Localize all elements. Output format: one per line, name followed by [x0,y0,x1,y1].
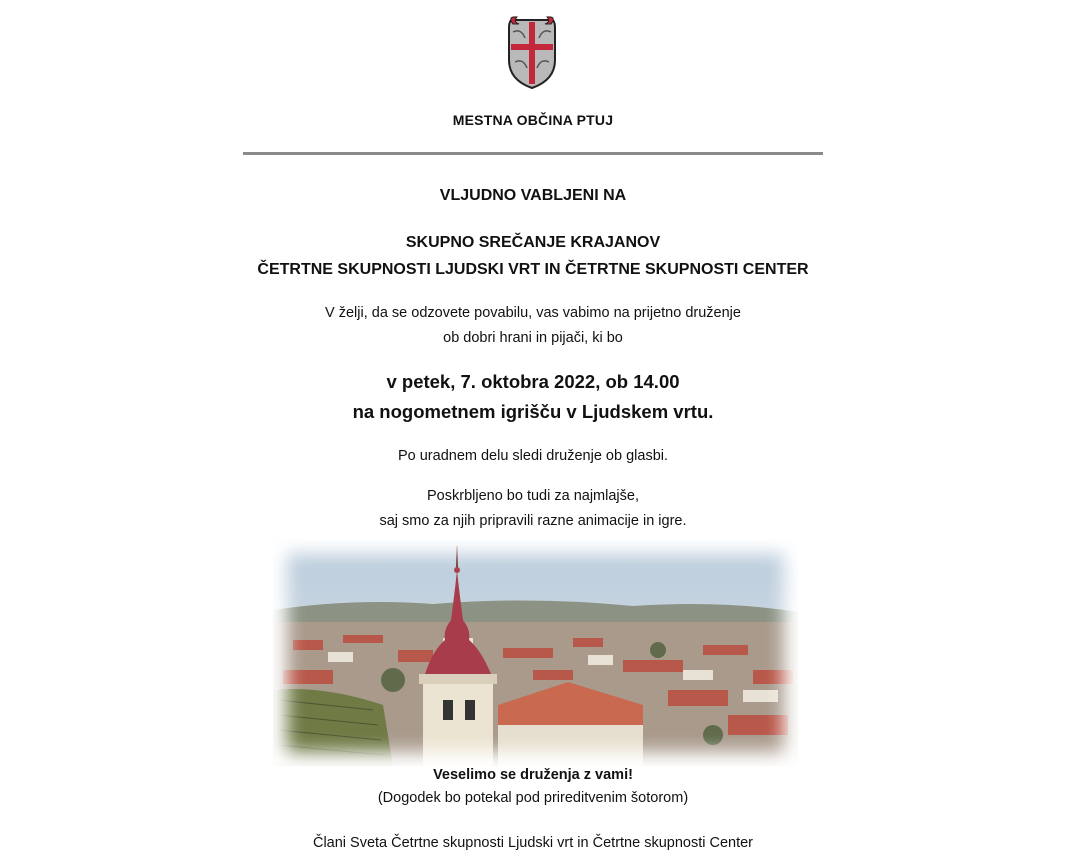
intro-line1: V želji, da se odzovete povabilu, vas vabimo na prijetno druženje [325,305,741,321]
organization-name: MESTNA OBČINA PTUJ [452,112,614,128]
coat-of-arms-icon [503,14,561,90]
kids-line1: Poskrbljeno bo tudi za najmlajše, [427,488,639,504]
program-text: Po uradnem delu sledi druženje ob glasbi. [397,448,669,464]
closing-line: Veselimo se druženja z vami! [433,767,633,783]
intro-line2: ob dobri hrani in pijači, ki bo [443,330,623,346]
event-datetime: v petek, 7. oktobra 2022, ob 14.00 [386,371,680,392]
town-photo [273,540,798,766]
header-divider [243,152,823,155]
kids-line2: saj smo za njih pripravili razne animacije in igre. [379,513,687,529]
event-location: na nogometnem igrišču v Ljudskem vrtu. [352,401,714,422]
signature: Člani Sveta Četrtne skupnosti Ljudski vrt in Četrtne skupnosti Center [312,835,754,851]
event-title-line1: SKUPNO SREČANJE KRAJANOV [405,234,661,251]
tent-note: (Dogodek bo potekal pod prireditvenim šotorom) [377,790,689,806]
invitation-heading: VLJUDNO VABLJENI NA [439,187,627,204]
event-title-line2: ČETRTNE SKUPNOSTI LJUDSKI VRT IN ČETRTNE SKUPNOSTI CENTER [257,261,809,278]
